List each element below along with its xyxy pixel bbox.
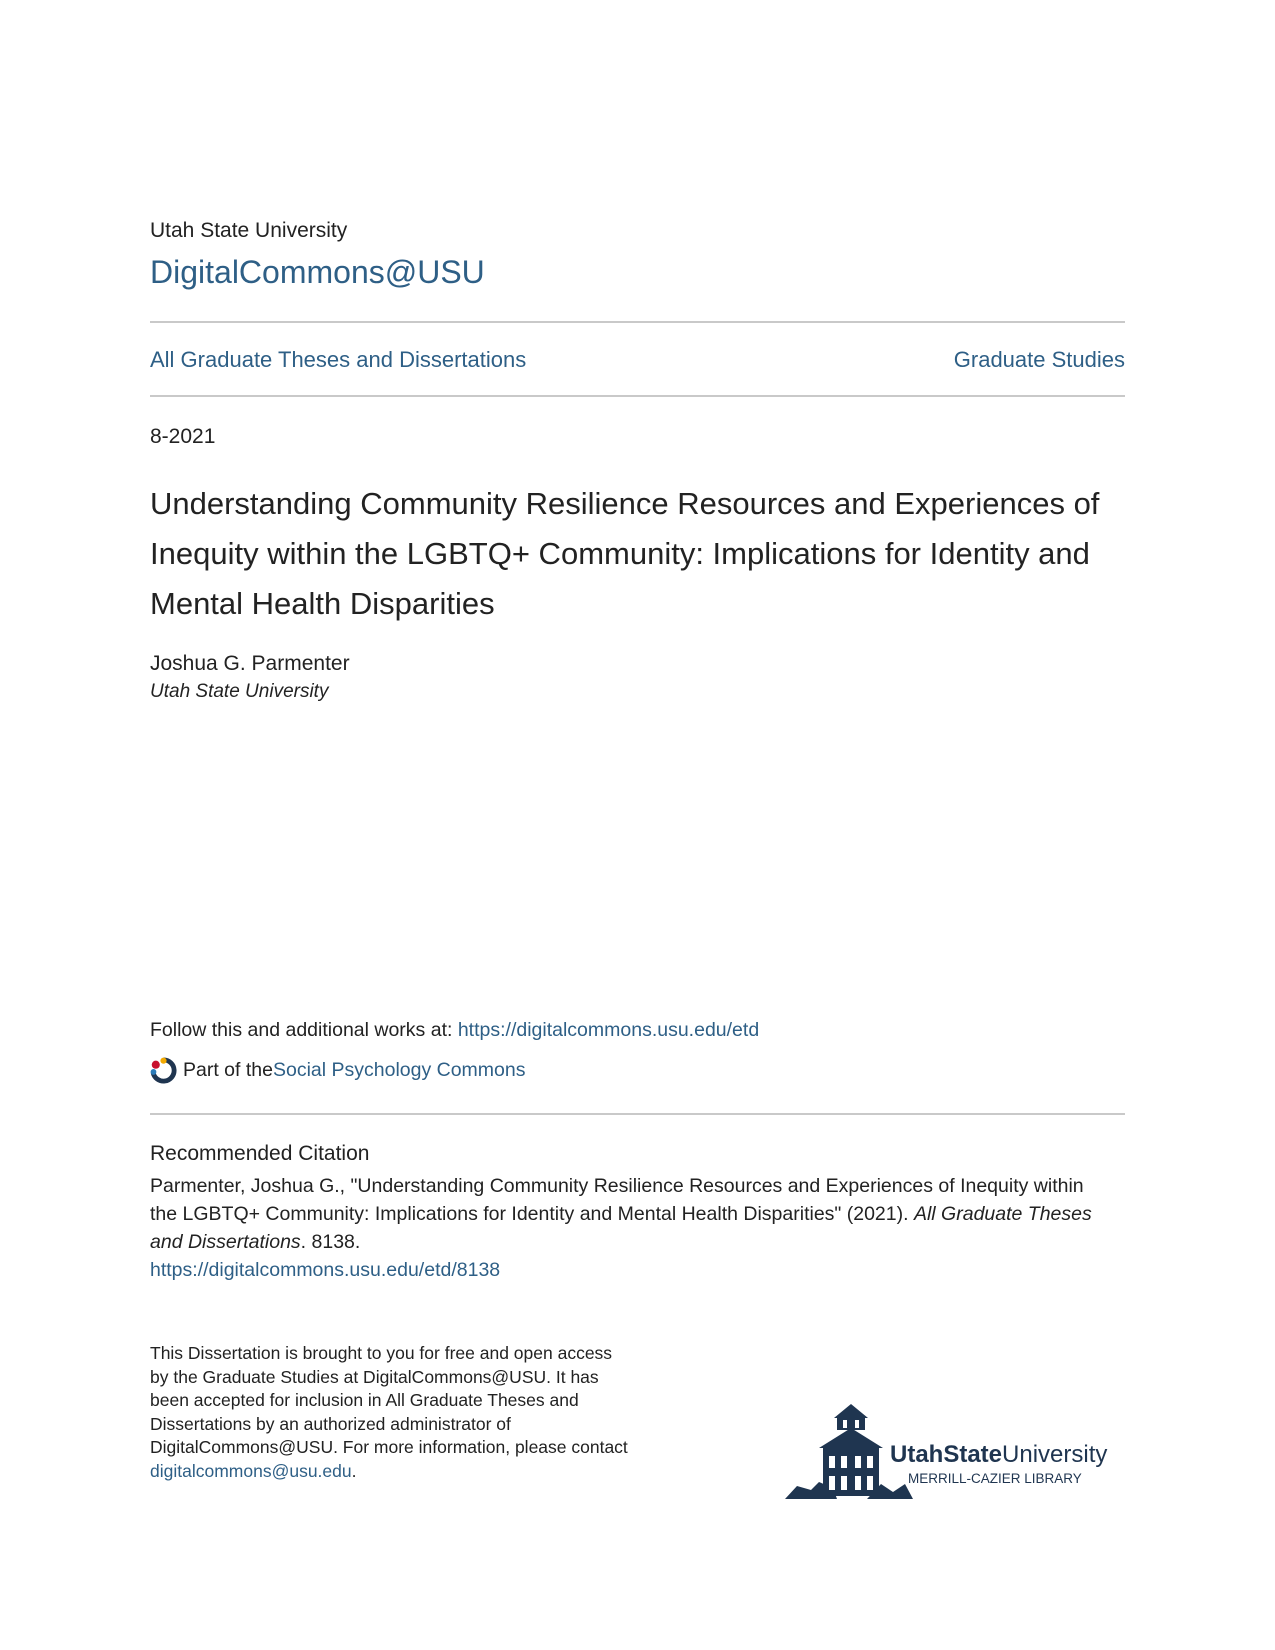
- citation-url-link[interactable]: https://digitalcommons.usu.edu/etd/8138: [150, 1259, 501, 1281]
- follow-prefix: Follow this and additional works at:: [150, 1019, 458, 1041]
- citation-series: All Graduate Theses and Dissertations: [150, 1203, 1092, 1253]
- citation-number: . 8138.: [300, 1231, 361, 1253]
- logo-library-name: MERRILL-CAZIER LIBRARY: [908, 1471, 1082, 1486]
- disclaimer-text: This Dissertation is brought to you for free and open access by the Graduate Studies at DigitalCommons@USU. It has been accepted for inclusion in All Graduate Theses and Dissertations by an authorized administrator of DigitalCommons@USU. For more information, please contact: [150, 1343, 628, 1458]
- department-link[interactable]: Graduate Studies: [953, 347, 1125, 372]
- usu-library-logo: [785, 1402, 1130, 1502]
- divider-top: [150, 321, 1125, 323]
- citation-body: [150, 1172, 1110, 1284]
- institution-name: Utah State University: [150, 219, 348, 242]
- repository-link[interactable]: DigitalCommons@USU: [150, 254, 485, 290]
- network-commons-icon: [150, 1057, 177, 1084]
- citation-text: Parmenter, Joshua G., "Understanding Community Resilience Resources and Experiences of Inequity within the LGBTQ+ Community: Implications for Identity and Mental Health Disparities" (2021).: [150, 1175, 1084, 1225]
- publication-date: 8-2021: [150, 425, 216, 448]
- social-psychology-commons-link[interactable]: Social Psychology Commons: [272, 1059, 526, 1081]
- follow-line: [150, 1019, 759, 1042]
- contact-email-link[interactable]: digitalcommons@usu.edu: [150, 1460, 352, 1481]
- author-name: Joshua G. Parmenter: [150, 652, 350, 675]
- follow-url-link[interactable]: https://digitalcommons.usu.edu/etd: [457, 1019, 760, 1041]
- document-title: Understanding Community Resilience Resources and Experiences of Inequity within the LGBTQ+ Community: Implications for Identity and Mental Health Disparities: [150, 486, 1100, 621]
- part-prefix: Part of the: [183, 1059, 273, 1081]
- divider-middle: [150, 395, 1125, 397]
- citation-heading: Recommended Citation: [150, 1142, 370, 1165]
- logo-name-regular: University: [1002, 1441, 1108, 1468]
- collection-link[interactable]: All Graduate Theses and Dissertations: [150, 347, 527, 372]
- divider-bottom: [150, 1113, 1125, 1115]
- logo-university-name: [890, 1441, 1107, 1468]
- disclaimer-suffix: .: [351, 1460, 357, 1481]
- commons-line: [150, 1057, 526, 1084]
- logo-name-bold: UtahState: [890, 1441, 1003, 1468]
- author-affiliation: Utah State University: [150, 681, 329, 702]
- access-disclaimer: [150, 1342, 630, 1484]
